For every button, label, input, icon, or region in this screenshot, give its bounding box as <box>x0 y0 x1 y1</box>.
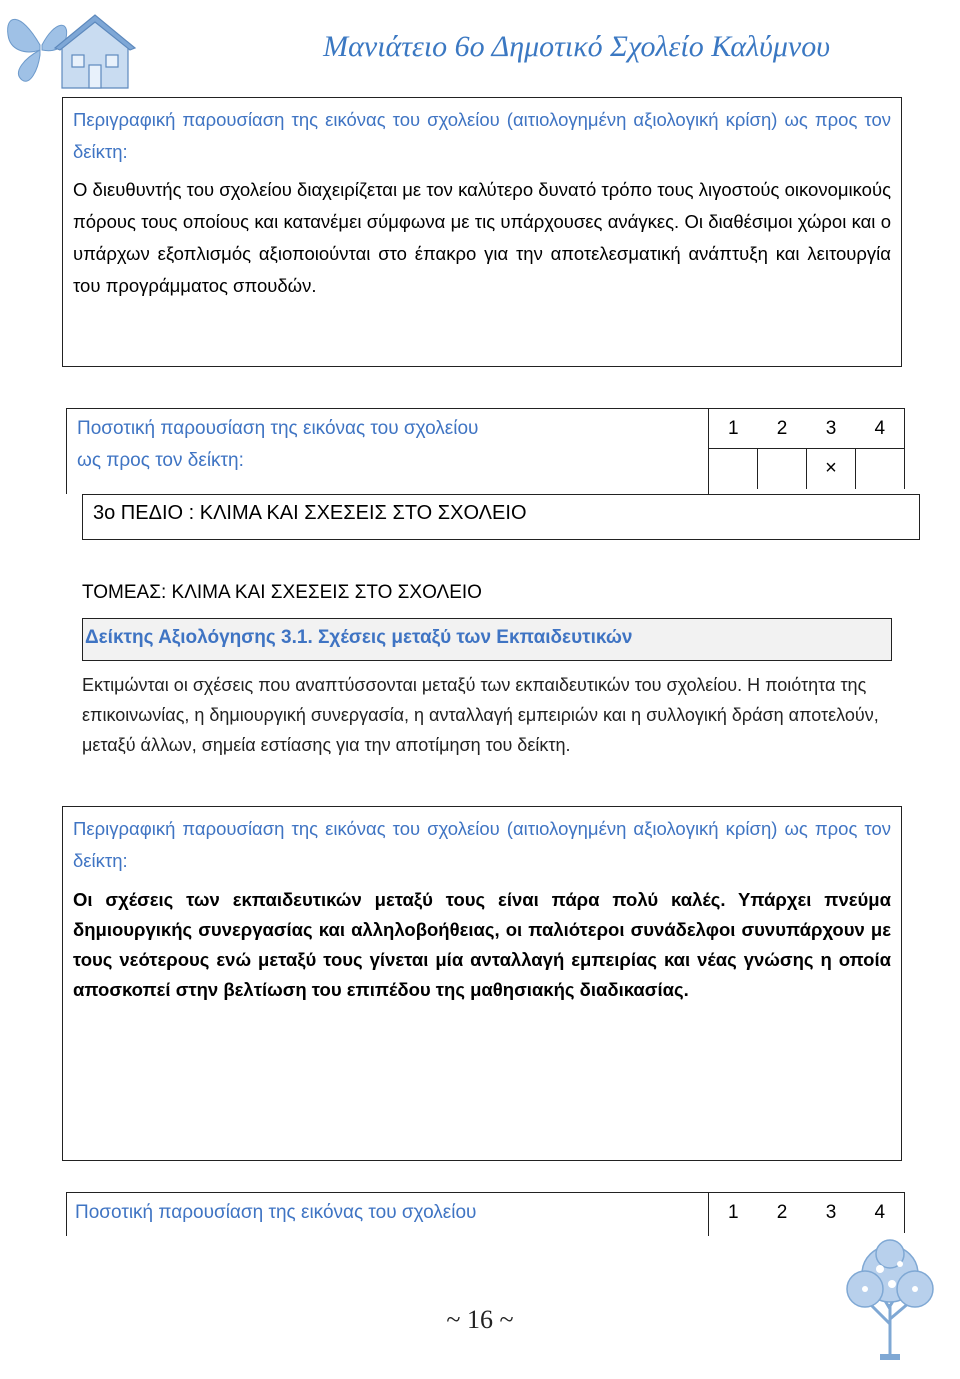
sector-title: ΤΟΜΕΑΣ: ΚΛΙΜΑ ΚΑΙ ΣΧΕΣΕΙΣ ΣΤΟ ΣΧΟΛΕΙΟ <box>82 582 482 603</box>
score-grid-1 <box>708 408 905 489</box>
score-label: 1 <box>709 1193 758 1233</box>
quantitative-box-1 <box>66 408 709 494</box>
score-label: 4 <box>856 409 905 449</box>
description-box-2 <box>62 806 902 1161</box>
score-label: 2 <box>758 1193 807 1233</box>
score-label: 1 <box>709 409 758 449</box>
quantitative-label-1b: ως προς τον δείκτη: <box>77 450 244 471</box>
field-title-box <box>82 494 920 540</box>
page-number: ~ 16 ~ <box>446 1305 514 1334</box>
description-body-1: Ο διευθυντής του σχολείου διαχειρίζεται με τον καλύτερο δυνατό τρόπο τους λιγοστούς οικονομικούς πόρους τους οποίους και κατανέμει σύμφωνα με τις υπάρχουσες ανάγκες. Οι διαθέσιμοι χώροι και ο υπάρχων εξοπλισμός αξιοποιούνται στο έπακρο για την αποτελεσματική ανάπτυξη και λειτουργία του προγράμματος σπουδών. <box>73 179 891 296</box>
score-cell-selected[interactable]: × <box>807 449 856 489</box>
quantitative-label-1: Ποσοτική παρουσίαση της εικόνας του σχολείου <box>77 418 479 439</box>
score-label: 3 <box>807 1193 856 1233</box>
tree-decoration-icon <box>830 1234 950 1364</box>
description-box-1 <box>62 97 902 367</box>
indicator-title-box <box>82 618 892 661</box>
school-logo-icon <box>0 0 150 95</box>
school-name-title: Μανιάτειο 6ο Δημοτικό Σχολείο Καλύμνου <box>323 30 830 63</box>
field-title: 3ο ΠΕΔΙΟ : ΚΛΙΜΑ ΚΑΙ ΣΧΕΣΕΙΣ ΣΤΟ ΣΧΟΛΕΙΟ <box>93 502 527 524</box>
score-label: 3 <box>807 409 856 449</box>
score-cell[interactable] <box>758 449 807 489</box>
indicator-title: Δείκτης Αξιολόγησης 3.1. Σχέσεις μεταξύ των Εκπαιδευτικών <box>85 627 633 648</box>
description-heading-1: Περιγραφική παρουσίαση της εικόνας του σχολείου (αιτιολογημένη αξιολογική κρίση) ως προς τον δείκτη: <box>73 109 891 162</box>
score-grid-2 <box>708 1192 905 1233</box>
description-body-2: Οι σχέσεις των εκπαιδευτικών μεταξύ τους είναι πάρα πολύ καλές. Υπάρχει πνεύμα δημιουργικής συνεργασίας και αλληλοβοήθειας, οι παλιότεροι συνάδελφοι συνυπάρχουν με τους νεότερους ενώ μεταξύ τους γίνεται μία ανταλλαγή εμπειρίας και νέας γνώσης η οποία αποσκοπεί στην βελτίωση του επιπέδου της μαθησιακής διαδικασίας. <box>73 889 891 1000</box>
quantitative-box-2 <box>66 1192 709 1236</box>
indicator-description: Εκτιμώνται οι σχέσεις που αναπτύσσονται μεταξύ των εκπαιδευτικών του σχολείου. Η ποιότητα της επικοινωνίας, η δημιουργική συνεργασία, η ανταλλαγή εμπειριών και η συλλογική δράση αποτελούν, μεταξύ άλλων, σημεία εστίασης για την αποτίμηση του δείκτη. <box>82 675 879 755</box>
score-cell[interactable] <box>856 449 905 489</box>
score-label: 2 <box>758 409 807 449</box>
score-label: 4 <box>856 1193 905 1233</box>
description-heading-2: Περιγραφική παρουσίαση της εικόνας του σχολείου (αιτιολογημένη αξιολογική κρίση) ως προς τον δείκτη: <box>73 818 891 871</box>
quantitative-label-2: Ποσοτική παρουσίαση της εικόνας του σχολείου <box>75 1202 477 1223</box>
score-cell[interactable] <box>709 449 758 489</box>
